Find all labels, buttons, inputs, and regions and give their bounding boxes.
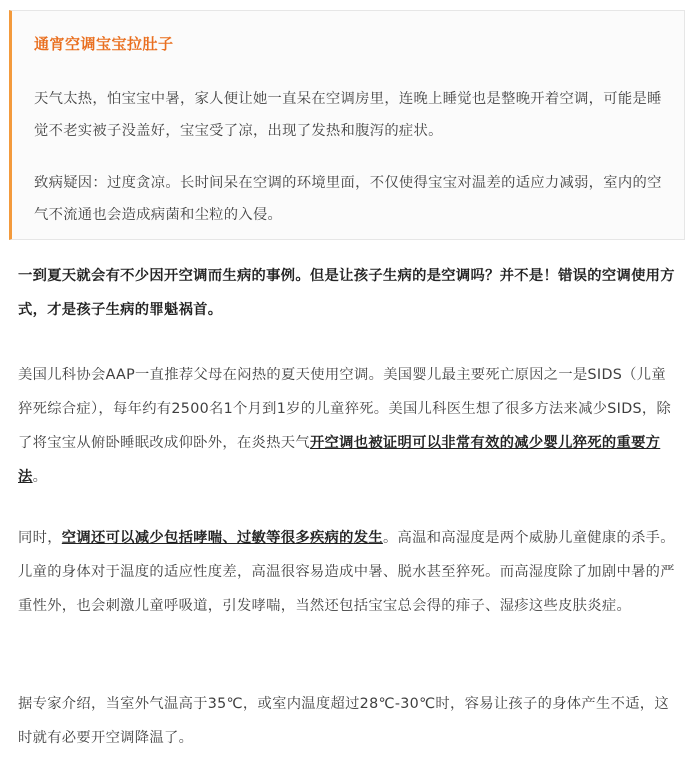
callout-box [9,10,685,240]
paragraph-aap [18,358,680,494]
paragraph-health-start: 同时， [18,530,62,546]
paragraph-health [18,521,680,623]
paragraph-health-text: 。高温和高湿度是两个威胁儿童健康的杀手。儿童的身体对于温度的适应性度差，高温很容易造成中暑、脱水甚至猝死。而高湿度除了加剧中暑的严重性外，也会刺激儿童呼吸道，引发哮喘，当然还包括宝宝总会得的痱子、湿疹这些皮肤炎症。 [18,530,675,614]
callout-paragraph-1: 天气太热，怕宝宝中暑，家人便让她一直呆在空调房里，连晚上睡觉也是整晚开着空调，可能是睡觉不老实被子没盖好，宝宝受了凉，出现了发热和腹泻的症状。 [34,91,662,139]
intro-paragraph: 一到夏天就会有不少因开空调而生病的事例。但是让孩子生病的是空调吗？并不是！错误的空调使用方式，才是孩子生病的罪魁祸首。 [18,268,675,318]
paragraph-aap-text: 美国儿科协会AAP一直推荐父母在闷热的夏天使用空调。美国婴儿最主要死亡原因之一是SIDS（儿童猝死综合症），每年约有2500名1个月到1岁的儿童猝死。美国儿科医生想了很多方法来减少SIDS，除了将宝宝从俯卧睡眠改成仰卧外，在炎热天气 [18,367,672,451]
paragraph-aap-emphasis: 开空调也被证明可以非常有效的减少婴儿猝死的重要方法 [18,435,661,485]
paragraph-health-emphasis: 空调还可以减少包括哮喘、过敏等很多疾病的发生 [61,530,383,546]
callout-title: 通宵空调宝宝拉肚子 [34,35,174,53]
paragraph-aap-end: 。 [32,469,48,485]
paragraph-expert: 据专家介绍，当室外气温高于35℃，或室内温度超过28℃-30℃时，容易让孩子的身体产生不适，这时就有必要开空调降温了。 [18,696,669,746]
callout-paragraph-2: 致病疑因：过度贪凉。长时间呆在空调的环境里面，不仅使得宝宝对温差的适应力减弱，室内的空气不流通也会造成病菌和尘粒的入侵。 [34,175,662,223]
